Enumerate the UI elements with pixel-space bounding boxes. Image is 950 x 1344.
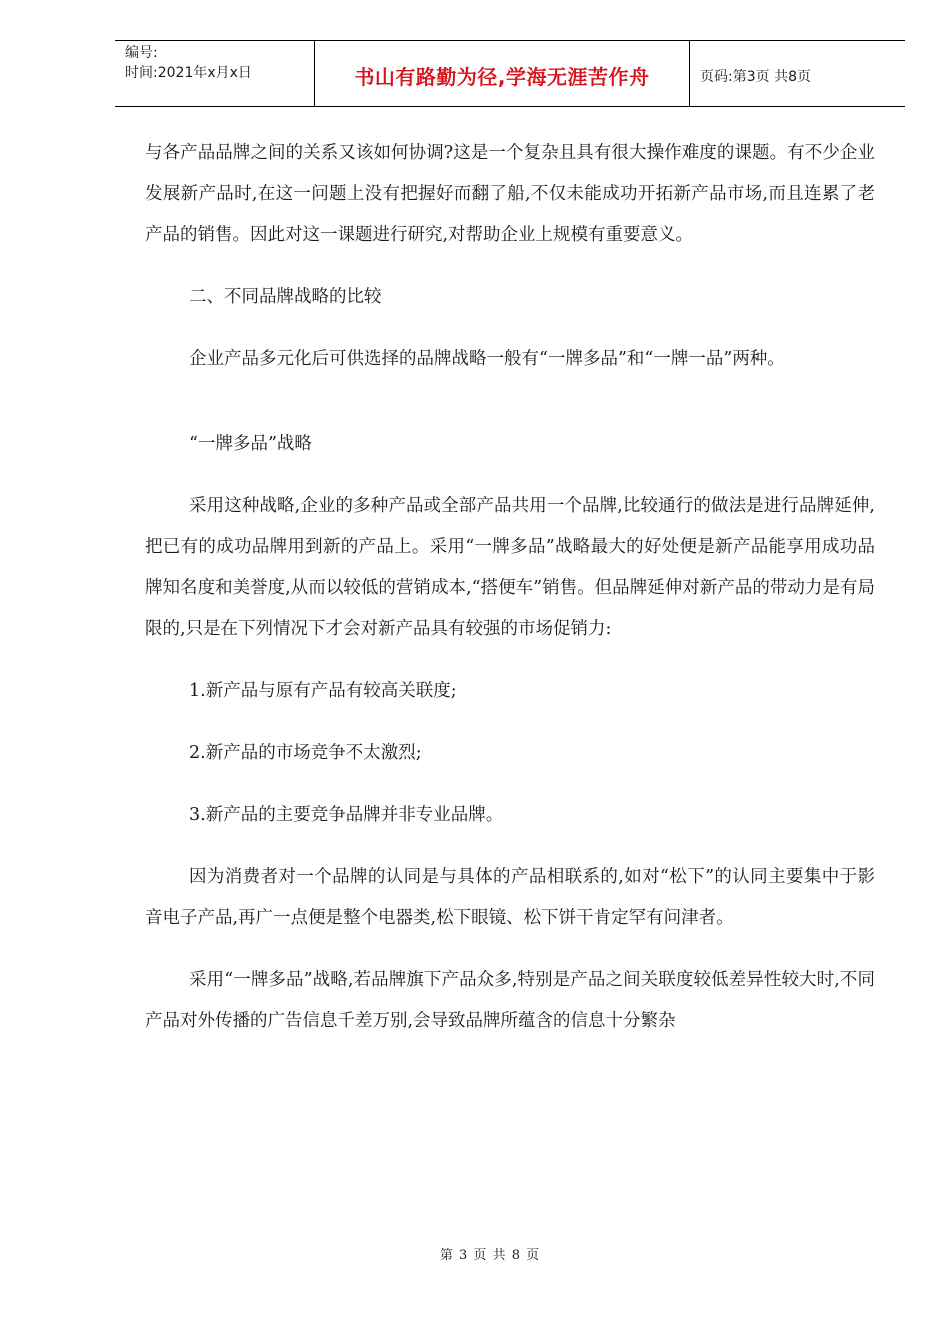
document-body — [145, 133, 875, 1042]
list-item: 1.新产品与原有产品有较高关联度; — [189, 681, 457, 701]
paragraph: 企业产品多元化后可供选择的品牌战略一般有“一牌多品”和“一牌一品”两种。 — [189, 349, 785, 369]
header-meta — [115, 41, 315, 106]
subsection-heading: “一牌多品”战略 — [189, 434, 312, 454]
paragraph: 因为消费者对一个品牌的认同是与具体的产品相联系的,如对“松下”的认同主要集中于影音电子产品,再广一点便是整个电器类,松下眼镜、松下饼干肯定罕有问津者。 — [145, 867, 875, 928]
list-item: 2.新产品的市场竞争不太激烈; — [189, 743, 422, 763]
list-item: 3.新产品的主要竞争品牌并非专业品牌。 — [189, 805, 504, 825]
header-motto: 书山有路勤为径,学海无涯苦作舟 — [315, 41, 690, 106]
page-footer: 第 3 页 共 8 页 — [439, 1248, 541, 1263]
paragraph: 采用“一牌多品”战略,若品牌旗下产品众多,特别是产品之间关联度较低差异性较大时,不同产品对外传播的广告信息千差万别,会导致品牌所蕴含的信息十分繁杂 — [145, 970, 875, 1031]
section-heading: 二、不同品牌战略的比较 — [189, 287, 382, 307]
document-header — [115, 40, 905, 107]
paragraph: 与各产品品牌之间的关系又该如何协调?这是一个复杂且具有很大操作难度的课题。有不少企业发展新产品时,在这一问题上没有把握好而翻了船,不仅未能成功开拓新产品市场,而且连累了老产品的销售。因此对这一课题进行研究,对帮助企业上规模有重要意义。 — [145, 143, 875, 245]
paragraph: 采用这种战略,企业的多种产品或全部产品共用一个品牌,比较通行的做法是进行品牌延伸,把已有的成功品牌用到新的产品上。采用“一牌多品”战略最大的好处便是新产品能享用成功品牌知名度和美誉度,从而以较低的营销成本,“搭便车”销售。但品牌延伸对新产品的带动力是有局限的,只是在下列情况下才会对新产品具有较强的市场促销力: — [145, 496, 875, 639]
date-label: 时间:2021年x月x日 — [125, 65, 252, 81]
header-page-info: 页码:第3页 共8页 — [700, 68, 811, 85]
serial-number-label: 编号: — [125, 45, 158, 61]
